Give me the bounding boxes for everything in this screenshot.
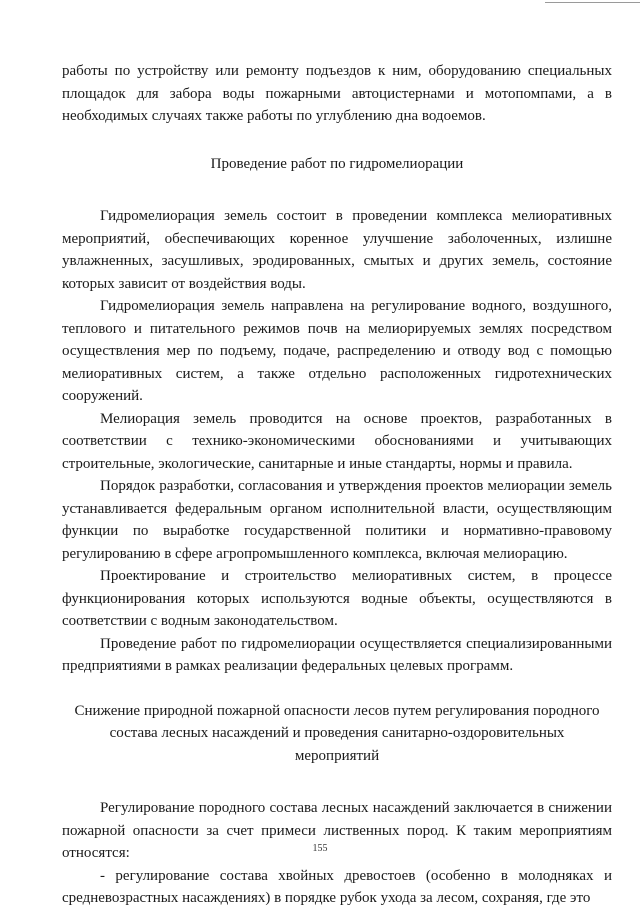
body-paragraph: Проектирование и строительство мелиоративных систем, в процессе функционирования которых используются водные объекты, осуществляются в соответствии с водным законодательством.	[62, 568, 612, 629]
body-paragraph: Гидромелиорация земель состоит в проведении комплекса мелиоративных мероприятий, обеспечивающих коренное улучшение заболоченных, излишне увлажненных, засушливых, эродированных, смытых и других земель, состояние которых зависит от воздействия воды.	[62, 208, 612, 292]
list-item-paragraph: - регулирование состава хвойных древостоев (особенно в молодняках и средневозрастных насаждениях) в порядке рубок ухода за лесом, сохраняя, где это	[62, 867, 612, 906]
body-paragraph: Мелиорация земель проводится на основе проектов, разработанных в соответствии с технико-экономическими обоснованиями и учитывающих строительные, экологические, санитарные и иные стандарты, нормы и правила.	[62, 410, 612, 472]
continuation-paragraph: работы по устройству или ремонту подъездов к ним, оборудованию специальных площадок для забора воды пожарными автоцистернами и мотопомпами, а в необходимых случаях также работы по углублению дна водоемов.	[62, 63, 612, 124]
body-paragraph: Гидромелиорация земель направлена на регулирование водного, воздушного, теплового и питательного режимов почв на мелиорируемых землях посредством осуществления мер по подъему, подаче, распределению и отводу вод с помощью мелиоративных систем, а также отдельно расположенных гидротехнических сооружений.	[62, 298, 612, 404]
body-paragraph: Порядок разработки, согласования и утверждения проектов мелиорации земель устанавливается федеральным органом исполнительной власти, осуществляющим функции по выработке государственной политики и нормативно-правовому регулированию в сфере агропромышленного комплекса, включая мелиорацию.	[62, 478, 612, 562]
section-heading-hydromelioration: Проведение работ по гидромелиорации	[210, 155, 464, 172]
page-number: 155	[312, 843, 328, 854]
body-paragraph: Проведение работ по гидромелиорации осуществляется специализированными предприятиями в рамках реализации федеральных целевых программ.	[62, 635, 612, 674]
section-heading-fire-risk-reduction: Снижение природной пожарной опасности лесов путем регулирования породного состава лесных насаждений и проведения санитарно-оздоровительных мероприятий	[74, 702, 600, 764]
document-page	[62, 60, 612, 910]
body-paragraph: Регулирование породного состава лесных насаждений заключается в снижении пожарной опасности за счет примеси лиственных пород. К таким мероприятиям относятся:	[62, 800, 612, 861]
scan-edge-line	[545, 2, 640, 3]
